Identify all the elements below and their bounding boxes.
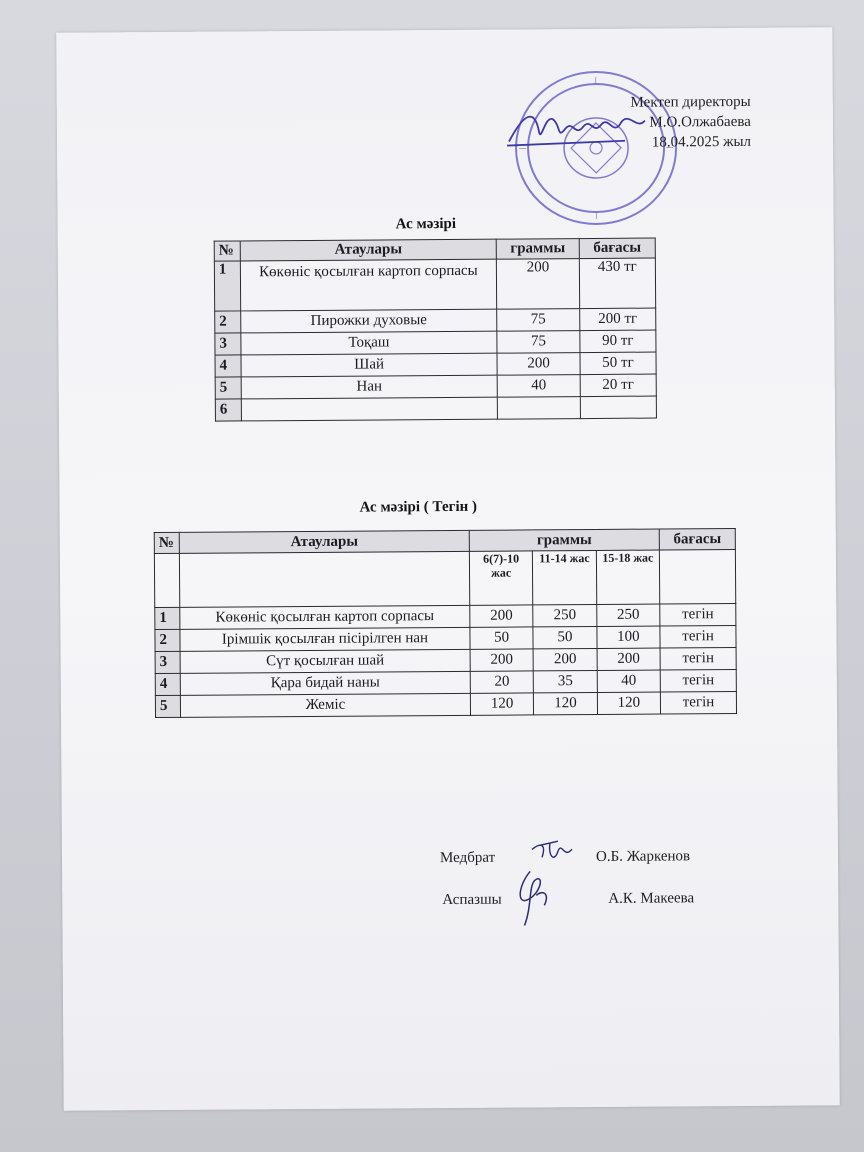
row-grams-2: 50 <box>533 626 597 648</box>
row-grams-2: 250 <box>533 604 597 626</box>
row-grams-1: 120 <box>470 693 534 715</box>
row-name: Пирожки духовые <box>241 309 498 333</box>
row-price: тегін <box>660 691 736 714</box>
row-name: Нан <box>241 375 498 399</box>
header-role: Мектеп директоры <box>630 93 751 111</box>
blank-cell <box>659 549 735 604</box>
row-name: Шай <box>241 353 498 377</box>
menu1-title: Ас мәзірі <box>395 215 457 233</box>
row-price: 90 тг <box>580 330 656 353</box>
row-price: 50 тг <box>580 352 656 375</box>
blank-cell <box>179 551 469 607</box>
age-group-1: 6(7)-10 жас <box>469 551 533 605</box>
menu2-col-num: № <box>154 532 179 553</box>
row-grams-3: 40 <box>597 670 661 692</box>
table-row <box>215 352 656 377</box>
signature-medbrat-name: О.Б. Жаркенов <box>595 848 691 865</box>
row-grams-2: 35 <box>534 670 598 692</box>
menu2-col-name: Атаулары <box>179 530 469 553</box>
table-row <box>155 691 736 717</box>
row-num: 2 <box>155 629 180 651</box>
document-page <box>56 27 840 1110</box>
menu1-col-name: Атаулары <box>240 239 497 261</box>
menu2-col-grams: граммы <box>469 529 659 551</box>
table-row <box>215 330 656 355</box>
row-num: 2 <box>215 311 241 333</box>
row-name: Қара бидай наны <box>180 671 470 695</box>
table-row <box>215 308 656 333</box>
row-name: Ірімшік қосылған пісірілген нан <box>180 627 470 651</box>
row-grams: 200 <box>497 259 580 310</box>
row-num: 3 <box>215 333 241 355</box>
row-grams: 200 <box>497 353 580 376</box>
row-num: 5 <box>215 377 241 399</box>
row-grams <box>498 397 581 420</box>
row-num: 6 <box>215 399 241 421</box>
table-row <box>215 374 656 399</box>
row-price <box>580 396 656 419</box>
menu1-col-price: бағасы <box>579 238 655 259</box>
cook-signature <box>510 865 556 929</box>
row-grams-1: 200 <box>470 605 534 627</box>
menu2-table <box>154 528 737 718</box>
row-price: тегін <box>660 647 736 670</box>
age-group-2: 11-14 жас <box>533 550 597 604</box>
table-row <box>214 258 655 311</box>
row-grams-1: 20 <box>470 671 534 693</box>
row-grams-2: 200 <box>533 648 597 670</box>
row-price: тегін <box>660 625 736 648</box>
row-price: 200 тг <box>579 308 655 331</box>
signature-cook-role: Аспазшы <box>442 891 502 909</box>
row-grams-3: 250 <box>596 604 660 626</box>
row-grams-2: 120 <box>534 692 598 714</box>
row-name: Сүт қосылған шай <box>180 649 470 673</box>
row-num: 5 <box>155 695 180 717</box>
row-price: 20 тг <box>580 374 656 397</box>
row-name <box>241 397 498 421</box>
row-name: Көкөніс қосылған картоп сорпасы <box>240 259 497 311</box>
row-grams-3: 200 <box>597 648 661 670</box>
age-group-3: 15-18 жас <box>596 550 660 604</box>
blank-cell <box>154 553 179 607</box>
row-num: 3 <box>155 651 180 673</box>
menu1-col-grams: граммы <box>496 239 579 260</box>
row-grams-1: 50 <box>470 627 534 649</box>
row-name: Жеміс <box>180 693 470 717</box>
row-grams-1: 200 <box>470 649 534 671</box>
row-name: Көкөніс қосылған картоп сорпасы <box>180 605 470 629</box>
header-name: М.О.Олжабаева <box>649 113 751 131</box>
row-name: Тоқаш <box>241 331 498 355</box>
menu1-col-num: № <box>214 241 240 261</box>
row-num: 1 <box>214 261 240 311</box>
row-grams: 40 <box>497 375 580 398</box>
row-grams: 75 <box>497 331 580 354</box>
row-grams: 75 <box>497 309 580 332</box>
row-price: 430 тг <box>579 258 656 309</box>
row-price: тегін <box>660 669 736 692</box>
menu2-title: Ас мәзірі ( Тегін ) <box>359 498 478 516</box>
table-row <box>215 396 656 421</box>
row-num: 4 <box>215 355 241 377</box>
row-num: 4 <box>155 673 180 695</box>
menu2-col-price: бағасы <box>659 528 735 550</box>
row-num: 1 <box>155 607 180 629</box>
header-date: 18.04.2025 жыл <box>651 133 752 151</box>
row-price: тегін <box>660 603 736 626</box>
signature-medbrat-role: Медбрат <box>439 849 496 867</box>
menu1-table <box>214 238 657 422</box>
signature-cook-name: А.К. Макеева <box>608 890 695 907</box>
row-grams-3: 100 <box>597 626 661 648</box>
row-grams-3: 120 <box>597 692 661 714</box>
menu2-subheader-row <box>154 549 735 607</box>
